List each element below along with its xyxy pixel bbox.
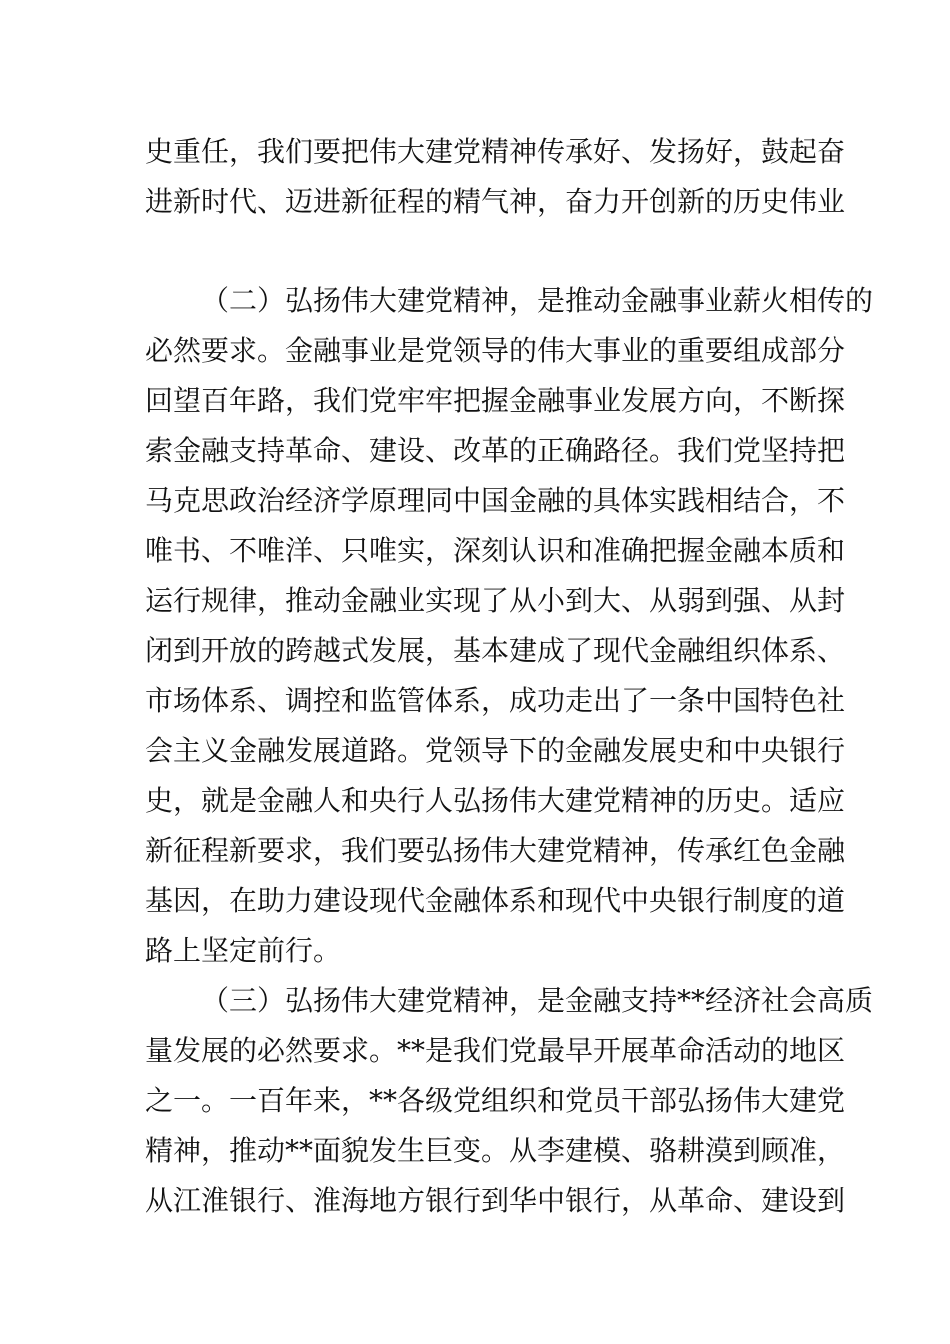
paragraph-heading-2: （二）弘扬伟大建党精神，是推动金融事业薪火相传的 bbox=[201, 284, 874, 317]
text-line: 路上坚定前行。 bbox=[145, 934, 342, 967]
text-line: 索金融支持革命、建设、改革的正确路径。我们党坚持把 bbox=[145, 434, 846, 467]
text-line: 进新时代、迈进新征程的精气神，奋力开创新的历史伟业 bbox=[145, 185, 846, 218]
text-line: 新征程新要求，我们要弘扬伟大建党精神，传承红色金融 bbox=[145, 834, 846, 867]
text-line: 史，就是金融人和央行人弘扬伟大建党精神的历史。适应 bbox=[145, 784, 846, 817]
text-line: 史重任，我们要把伟大建党精神传承好、发扬好，鼓起奋 bbox=[145, 135, 846, 168]
text-line: 之一。一百年来，**各级党组织和党员干部弘扬伟大建党 bbox=[145, 1084, 846, 1117]
text-line: 从江淮银行、淮海地方银行到华中银行，从革命、建设到 bbox=[145, 1184, 846, 1217]
text-line: 唯书、不唯洋、只唯实，深刻认识和准确把握金融本质和 bbox=[145, 534, 846, 567]
paragraph-heading-3: （三）弘扬伟大建党精神，是金融支持**经济社会高质 bbox=[201, 984, 874, 1017]
text-line: 闭到开放的跨越式发展，基本建成了现代金融组织体系、 bbox=[145, 634, 846, 667]
text-line: 马克思政治经济学原理同中国金融的具体实践相结合，不 bbox=[145, 484, 846, 517]
text-line: 运行规律，推动金融业实现了从小到大、从弱到强、从封 bbox=[145, 584, 846, 617]
text-line: 市场体系、调控和监管体系，成功走出了一条中国特色社 bbox=[145, 684, 846, 717]
text-line: 基因，在助力建设现代金融体系和现代中央银行制度的道 bbox=[145, 884, 846, 917]
text-line: 必然要求。金融事业是党领导的伟大事业的重要组成部分 bbox=[145, 334, 846, 367]
text-line: 会主义金融发展道路。党领导下的金融发展史和中央银行 bbox=[145, 734, 846, 767]
text-line: 精神，推动**面貌发生巨变。从李建模、骆耕漠到顾准， bbox=[145, 1134, 846, 1167]
text-line: 回望百年路，我们党牢牢把握金融事业发展方向，不断探 bbox=[145, 384, 846, 417]
text-line: 量发展的必然要求。**是我们党最早开展革命活动的地区 bbox=[145, 1034, 846, 1067]
